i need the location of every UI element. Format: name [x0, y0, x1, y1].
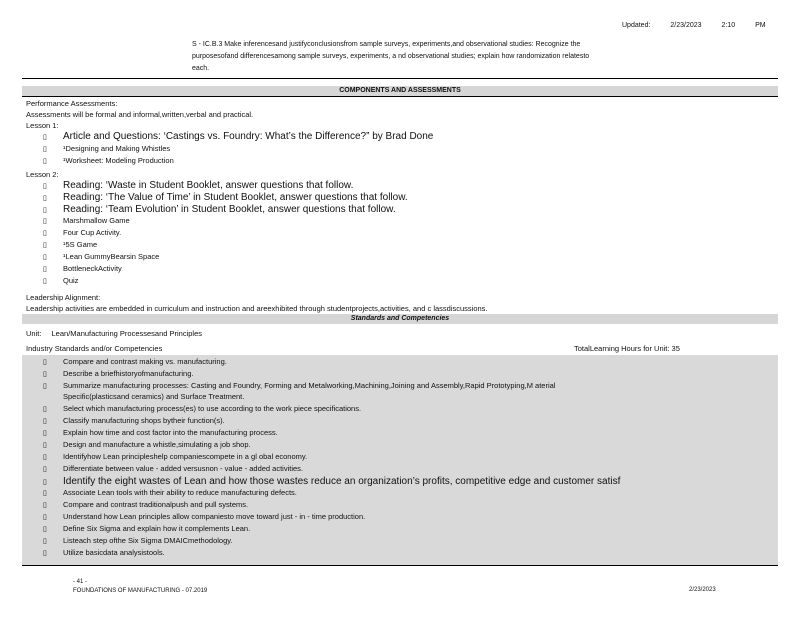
list-item-continued: Specific(plasticsand ceramics) and Surface Treatment.: [63, 392, 245, 401]
bullet-icon: ▯: [43, 218, 47, 225]
bullet-icon: ▯: [43, 526, 47, 533]
list-item: Compare and contrast traditionalpush and pull systems.: [63, 500, 249, 509]
unit-label: Unit:: [26, 329, 42, 338]
list-item: Explain how time and cost factor into the manufacturing process.: [63, 428, 278, 437]
page-number: - 41 -: [73, 579, 88, 585]
list-item: ¹Worksheet: Modeling Production: [63, 156, 174, 165]
list-item: Compare and contrast making vs. manufacturing.: [63, 357, 227, 366]
components-title: COMPONENTS AND ASSESSMENTS: [339, 87, 461, 94]
bullet-icon: ▯: [43, 230, 47, 237]
standard-line-1: S - IC.B.3 Make inferencesand justifyconclusionsfrom sample surveys, experiments,and observational studies: Recognize the: [192, 41, 581, 48]
performance-title: Performance Assessments:: [26, 99, 118, 108]
unit-name: Lean/Manufacturing Processesand Principles: [51, 329, 203, 338]
lesson-2-label: Lesson 2:: [26, 170, 59, 179]
bullet-icon: ▯: [43, 383, 47, 390]
footer-date: 2/23/2023: [689, 587, 716, 593]
list-item: Summarize manufacturing processes: Casting and Foundry, Forming and Metalworking,Machining,Joining and Assembly,Rapid Prototyping,M aterial: [63, 381, 556, 390]
list-item: Design and manufacture a whistle,simulating a job shop.: [63, 440, 251, 449]
footer-title: FOUNDATIONS OF MANUFACTURING - 07.2019: [73, 588, 208, 594]
bullet-icon: ▯: [43, 183, 47, 190]
bullet-icon: ▯: [43, 406, 47, 413]
updated-time: 2:10: [721, 22, 736, 29]
unit-row: [26, 329, 202, 338]
list-item: Reading: ‘Team Evolution’ in Student Booklet, answer questions that follow.: [63, 204, 396, 215]
bullet-icon: ▯: [43, 359, 47, 366]
list-item: Identifyhow Lean principleshelp companiescompete in a gl obal economy.: [63, 452, 308, 461]
list-item: Utilize basicdata analysistools.: [63, 548, 165, 557]
bullet-icon: ▯: [43, 254, 47, 261]
bullet-icon: ▯: [43, 442, 47, 449]
list-item: Reading: ‘Waste in Student Booklet, answer questions that follow.: [63, 180, 354, 191]
list-item: Listeach step ofthe Six Sigma DMAICmethodology.: [63, 536, 233, 545]
list-item: Classify manufacturing shops bytheir function(s).: [63, 416, 225, 425]
leadership-title: Leadership Alignment:: [26, 293, 101, 302]
bullet-icon: ▯: [43, 454, 47, 461]
bullet-icon: ▯: [43, 195, 47, 202]
list-item: Associate Lean tools with their ability to reduce manufacturing defects.: [63, 488, 297, 497]
bullet-icon: ▯: [43, 538, 47, 545]
list-item: Article and Questions: ‘Castings vs. Foundry: What’s the Difference?” by Brad Done: [63, 131, 434, 142]
bullet-icon: ▯: [43, 479, 47, 486]
total-hours: TotalLearning Hours for Unit: 35: [574, 344, 680, 353]
industry-standards-label: Industry Standards and/or Competencies: [26, 344, 163, 353]
updated-label: Updated:: [622, 22, 651, 29]
footer-left: [73, 578, 207, 596]
divider: [22, 78, 778, 79]
bullet-icon: ▯: [43, 502, 47, 509]
updated-stamp: [622, 22, 766, 29]
bullet-icon: ▯: [43, 418, 47, 425]
bullet-icon: ▯: [43, 371, 47, 378]
bullet-icon: ▯: [43, 466, 47, 473]
bullet-icon: ▯: [43, 550, 47, 557]
list-item: Select which manufacturing process(es) to use according to the work piece specifications.: [63, 404, 362, 413]
list-item: Describe a briefhistoryofmanufacturing.: [63, 369, 194, 378]
bullet-icon: ▯: [43, 430, 47, 437]
list-item: BottleneckActivity: [63, 264, 122, 273]
list-item: Define Six Sigma and explain how it complements Lean.: [63, 524, 251, 533]
bullet-icon: ▯: [43, 490, 47, 497]
bullet-icon: ▯: [43, 146, 47, 153]
bullet-icon: ▯: [43, 134, 47, 141]
bullet-icon: ▯: [43, 266, 47, 273]
standards-title: Standards and Competencies: [350, 315, 450, 322]
list-item: Identify the eight wastes of Lean and how those wastes reduce an organization’s profits, competitive edge and customer satisf: [63, 476, 621, 487]
standard-line-2: purposesofand differencesamong sample surveys, experiments, a nd observational studies; explain how randomization relatesto: [192, 53, 590, 60]
list-item: ¹5S Game: [63, 240, 98, 249]
standards-band: [22, 314, 778, 324]
standard-text: [192, 39, 762, 75]
assessments-line: Assessments will be formal and informal,written,verbal and practical.: [26, 110, 254, 119]
divider: [22, 565, 778, 566]
list-item: Understand how Lean principles allow companiesto move toward just - in - time production.: [63, 512, 366, 521]
updated-date: 2/23/2023: [670, 22, 702, 29]
bullet-icon: ▯: [43, 514, 47, 521]
bullet-icon: ▯: [43, 278, 47, 285]
list-item: ¹Designing and Making Whistles: [63, 144, 171, 153]
updated-ampm: PM: [755, 22, 766, 29]
standard-line-3: each.: [192, 65, 210, 72]
list-item: Quiz: [63, 276, 79, 285]
list-item: Four Cup Activity.: [63, 228, 122, 237]
components-header-band: [22, 86, 778, 96]
list-item: ¹Lean GummyBearsin Space: [63, 252, 160, 261]
lesson-1-label: Lesson 1:: [26, 121, 59, 130]
bullet-icon: ▯: [43, 207, 47, 214]
list-item: Marshmallow Game: [63, 216, 130, 225]
bullet-icon: ▯: [43, 242, 47, 249]
list-item: Differentiate between value - added versusnon - value - added activities.: [63, 464, 304, 473]
divider: [22, 96, 778, 97]
bullet-icon: ▯: [43, 158, 47, 165]
leadership-line: Leadership activities are embedded in curriculum and instruction and areexhibited through studentprojects,activities, and c lassdiscussions.: [26, 304, 488, 313]
list-item: Reading: ‘The Value of Time’ in Student Booklet, answer questions that follow.: [63, 192, 408, 203]
